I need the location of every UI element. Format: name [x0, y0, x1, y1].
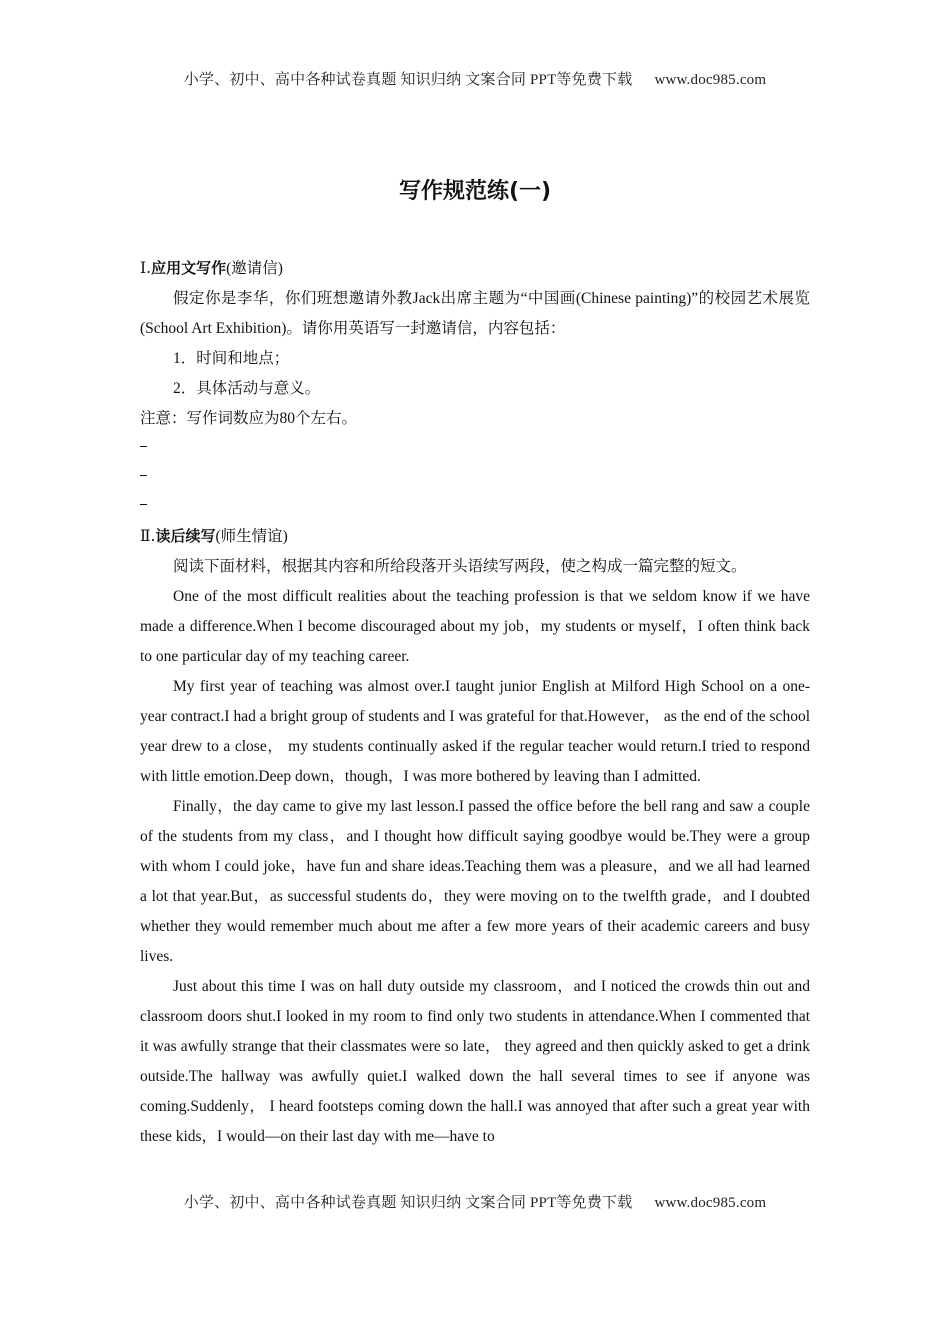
section-2-type: (师生情谊) — [215, 528, 288, 545]
page-footer — [0, 1191, 950, 1212]
section-1-type: (邀请信) — [226, 260, 283, 277]
section-1-item-2: 2．具体活动与意义。 — [173, 380, 321, 397]
header-text: 小学、初中、高中各种试卷真题 知识归纳 文案合同 PPT等免费下载 — [183, 72, 633, 88]
section-1-prompt: 假定你是李华，你们班想邀请外教Jack出席主题为“中国画(Chinese painting)”的校园艺术展览(School Art Exhibition)。请你用英语写一封邀请信，内容包括： — [140, 290, 810, 337]
section-1-note: 注意：写作词数应为80个左右。 — [140, 410, 358, 427]
section-1-numeral: Ⅰ. — [140, 259, 152, 277]
section-2-name: 读后续写 — [155, 527, 216, 545]
header-site-url[interactable]: www.doc985.com — [654, 72, 767, 88]
answer-line[interactable] — [140, 434, 810, 463]
footer-text: 小学、初中、高中各种试卷真题 知识归纳 文案合同 PPT等免费下载 — [183, 1195, 633, 1211]
passage-paragraph: Finally，the day came to give my last lesson.I passed the office before the bell rang and saw a couple of the students from my class，and I thought how difficult saying goodbye would be.They were a group with whom I could joke，have fun and share ideas.Teaching them was a pleasure，and we all had learned a lot that year.But，as successful students do，they were moving on to the twelfth grade，and I doubted whether they would remember much about me after a few more years of their academic careers and busy lives. — [140, 798, 810, 965]
answer-line[interactable] — [140, 463, 810, 492]
document-body — [140, 253, 810, 1152]
section-2-heading — [140, 521, 810, 552]
passage-paragraph: Just about this time I was on hall duty outside my classroom，and I noticed the crowds thin out and classroom doors shut.I looked in my room to find only two students in attendance.When I commented that it was awfully strange that their classmates were so late， they agreed and then quickly asked to get a drink outside.The hallway was awfully quiet.I walked down the hall several times to see if anyone was coming.Suddenly， I heard footsteps coming down the hall.I was annoyed that after such a great year with these kids，I would—on their last day with me—have to — [140, 978, 810, 1145]
section-1-heading — [140, 253, 810, 284]
footer-site-url[interactable]: www.doc985.com — [654, 1195, 767, 1211]
passage-paragraph: My first year of teaching was almost over.I taught junior English at Milford High School on a one-year contract.I had a bright group of students and I was grateful for that.However， as the end of the school year drew to a close， my students continually asked if the regular teacher would return.I tried to respond with little emotion.Deep down，though，I was more bothered by leaving than I admitted. — [140, 678, 810, 785]
page-title: 写作规范练(一) — [398, 179, 552, 204]
answer-line[interactable] — [140, 492, 810, 521]
section-1-item-1: 1．时间和地点； — [173, 350, 290, 367]
page-header — [0, 68, 950, 89]
passage-paragraph: One of the most difficult realities about the teaching profession is that we seldom know if we have made a difference.When I become discouraged about my job，my students or myself，I often think back to one particular day of my teaching career. — [140, 588, 810, 665]
section-2-instruction: 阅读下面材料，根据其内容和所给段落开头语续写两段，使之构成一篇完整的短文。 — [173, 558, 747, 575]
section-1-name: 应用文写作 — [151, 259, 227, 277]
section-2-numeral: Ⅱ. — [140, 527, 156, 545]
